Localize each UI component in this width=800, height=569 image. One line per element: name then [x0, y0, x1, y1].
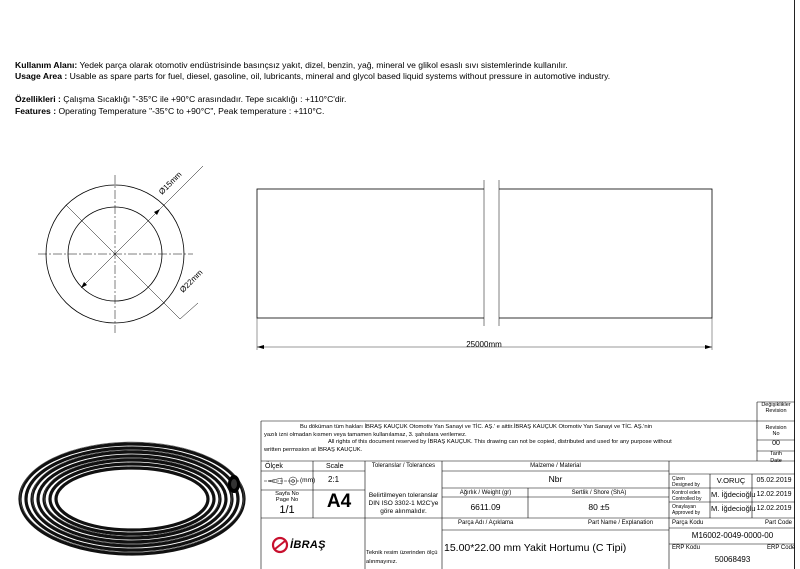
part-code-value: M16002-0049-0000-00: [691, 531, 774, 540]
hose-coil-photo: [14, 434, 250, 564]
part-code-label-tr: Parça Kodu: [672, 520, 704, 526]
checked-date: 12.02.2019: [756, 491, 792, 498]
tolerance-text-2: DIN ISO 3302-1 M2C'ye: [368, 500, 439, 507]
tolerance-text-1: Belirtilmeyen toleranslar: [368, 492, 439, 499]
revision-title-tr: Değişiklikler: [761, 402, 791, 408]
features-tr-label: Özellikleri :: [15, 94, 61, 105]
checked-by-label-en: Controlled by: [672, 496, 702, 502]
erp-code-label-tr: ERP Kodu: [672, 545, 700, 551]
revision-no-label-en: No: [772, 430, 780, 437]
part-name-header-en: Part Name / Explanation: [588, 520, 654, 526]
usage-tr-label: Kullanım Alanı:: [15, 60, 78, 70]
erp-code-label-en: ERP Code: [767, 545, 796, 551]
unit-label: (mm): [300, 477, 316, 484]
copyright-line4: written permssion at İBRAŞ KAUÇUK.: [264, 446, 363, 453]
sheet-value: 1/1: [279, 504, 295, 516]
paper-format: A4: [326, 491, 352, 512]
drawn-date: 05.02.2019: [756, 477, 792, 484]
usage-tr-text: Yedek parça olarak otomotiv endüstrisinde basınçsız yakıt, dizel, benzin, yağ, mineral ve glikol esaslı sıvı sistemlerinde kullanılır.: [77, 60, 568, 70]
drawn-by-label-tr: Çizen: [672, 476, 685, 482]
part-code-label-en: Part Code: [765, 520, 793, 526]
material-value: Nbr: [548, 474, 563, 484]
checked-by-name: M. İğdecioğlu: [711, 490, 756, 499]
measurement-note: [366, 549, 438, 567]
approved-by-label-en: Approved by: [672, 510, 701, 516]
measurement-note-1: Teknik resim üzerinden ölçü: [366, 550, 438, 556]
copyright-line3: All rights of this document reserved by İBRAŞ KAUÇUK. This drawing can not be copied, distributed and used for any purpose without: [328, 439, 672, 446]
approved-by-label: [672, 504, 700, 516]
revision-box: [757, 402, 795, 464]
ibras-logo-text: İBRAŞ: [290, 539, 326, 551]
material-header: Malzeme / Material: [530, 463, 581, 469]
weight-header: Ağırlık / Weight (gr): [459, 490, 512, 496]
checked-by-label: [672, 490, 701, 502]
drawn-by-label-en: Designed by: [672, 482, 700, 488]
usage-en-text: Usable as spare parts for fuel, diesel, gasoline, oil, lubricants, mineral and glycol based liquid systems without pressure in automotive industry.: [67, 71, 611, 82]
revision-date-label: Tarih: [770, 451, 782, 458]
drawn-by-name: V.ORUÇ: [716, 476, 746, 485]
hose-side-view: [257, 180, 712, 350]
sheet-label-en: Page No: [275, 497, 299, 503]
scale-value: 2:1: [328, 475, 340, 484]
projection-symbol-icon: [264, 477, 300, 485]
approved-date: 12.02.2019: [756, 505, 792, 512]
length-label: 25000mm: [466, 340, 502, 349]
tolerance-text-3: göre alınmalıdır.: [380, 508, 427, 515]
revision-value: 00: [772, 440, 780, 448]
features-en-text: Operating Temperature "-35°C to +90°C", Peak temperature : +110°C.: [56, 105, 325, 116]
hardness-value: 80 ±5: [588, 502, 610, 512]
tolerance-header: Toleranslar / Tolerances: [371, 463, 436, 469]
outer-diameter-label: Ø22mm: [178, 267, 205, 295]
usage-en-label: Usage Area :: [15, 71, 68, 82]
features-tr-text: Çalışma Sıcaklığı "-35°C ile +90°C arasındadır. Tepe sıcaklığı : +110°C'dir.: [60, 94, 347, 105]
scale-label-en: Scale: [326, 463, 344, 470]
checked-by-label-tr: Kontrol eden: [672, 490, 701, 496]
inner-dim-line: [81, 209, 160, 288]
part-name-header-tr: Parça Adı / Açıklama: [458, 520, 514, 526]
copyright-notice: [264, 424, 754, 454]
approved-by-label-tr: Onaylayan: [672, 504, 696, 510]
measurement-note-2: alınmayınız.: [366, 559, 398, 565]
scale-label-tr: Ölçek: [265, 463, 283, 470]
revision-title-en: Revision: [765, 408, 787, 415]
drawn-by-label: [672, 476, 700, 488]
copyright-line1: Bu döküman tüm hakları İBRAŞ KAUÇUK Otomotiv Yan Sanayi ve TİC. AŞ.' e aittir.İBRAŞ KAUÇUK Otomotiv Yan Sanayi ve TİC. AŞ.'nin: [300, 424, 653, 430]
revision-no-label: Revision: [765, 424, 787, 431]
erp-code-value: 50068493: [714, 555, 751, 564]
part-name-value: 15.00*22.00 mm Yakit Hortumu (C Tipi): [444, 542, 627, 554]
weight-value: 6611.09: [470, 502, 501, 512]
features-en-label: Features :: [15, 105, 57, 116]
copyright-line2: yazılı izni olmadan kısmen veya tamamen kullanılamaz, 3. şahıslara verilemez.: [264, 431, 467, 438]
approved-by-name: M. İğdecioğlu: [711, 504, 756, 513]
hardness-header: Sertlik / Shore (ShA): [571, 490, 627, 496]
sheet-label-tr: Sayfa No: [275, 491, 299, 497]
outer-dim-line: [66, 205, 180, 319]
revision-date-label-en: Date: [770, 457, 782, 464]
inner-diameter-label: Ø15mm: [157, 169, 184, 197]
tolerance-text: [366, 492, 441, 516]
hose-cross-section: [38, 166, 203, 333]
